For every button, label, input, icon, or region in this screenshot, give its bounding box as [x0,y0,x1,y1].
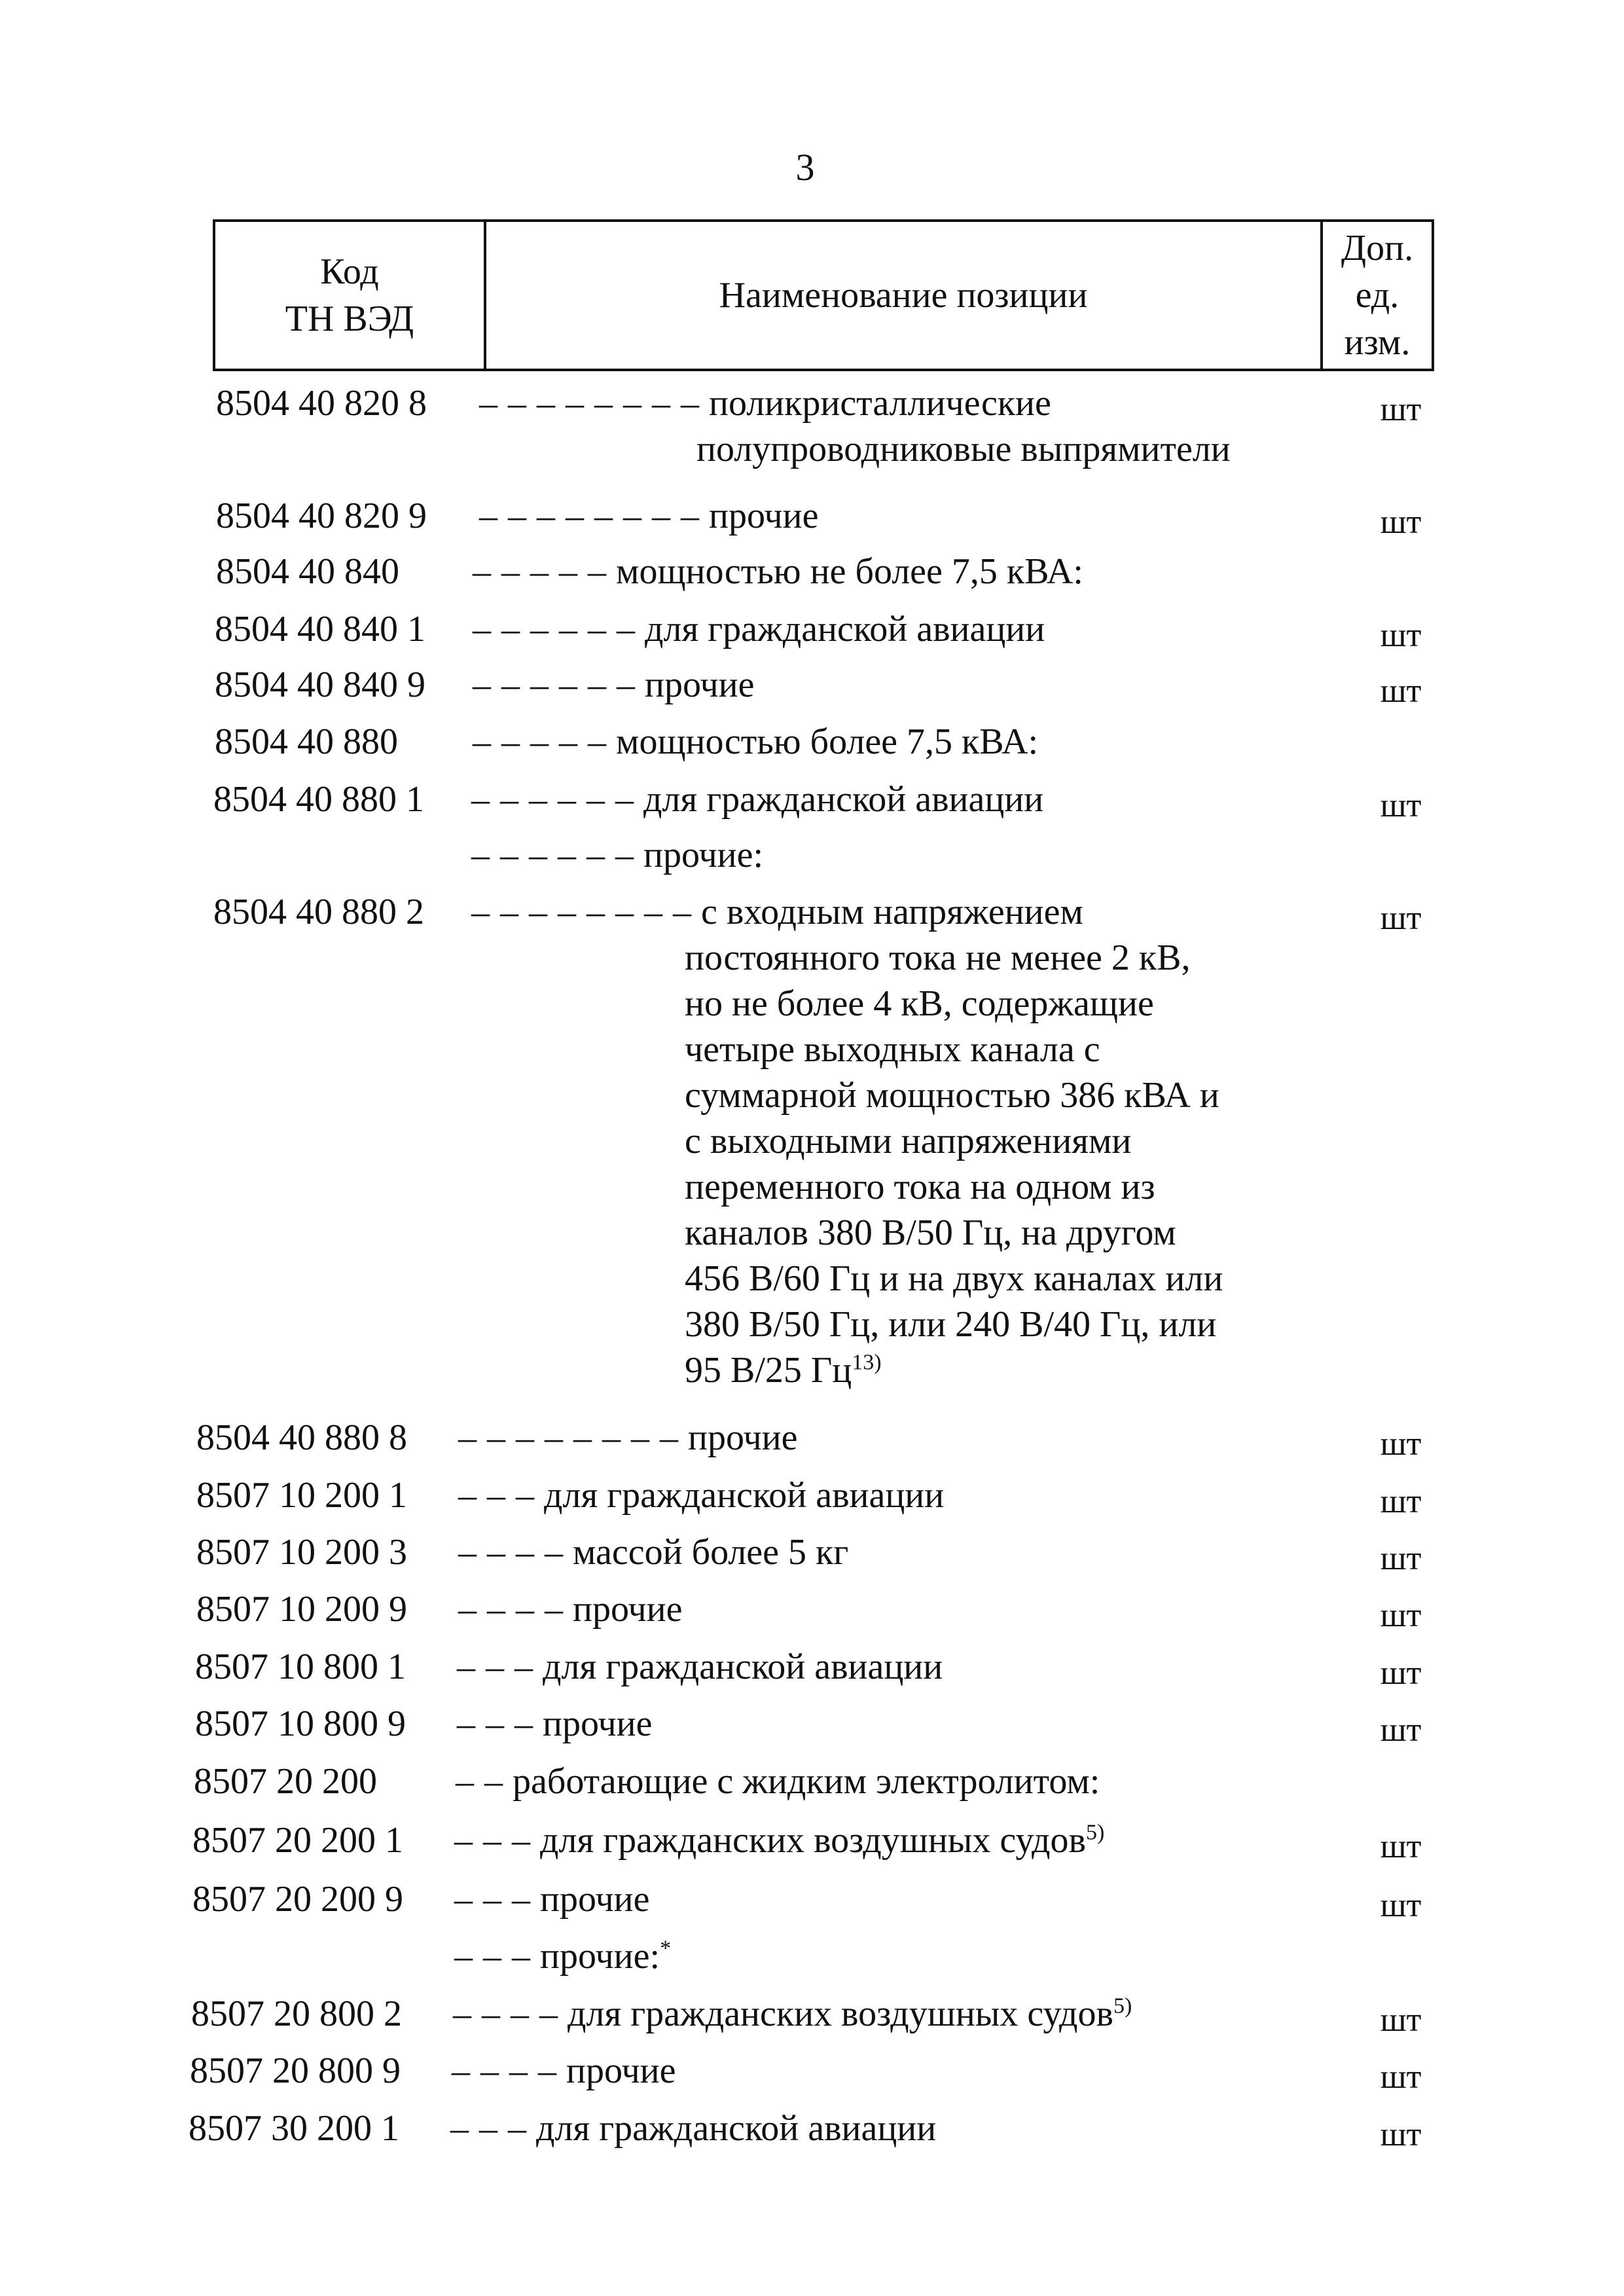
row-text: мощностью не более 7,5 кВА: [616,551,1083,592]
row-text: прочие [645,665,755,705]
row-unit: шт [1380,1597,1422,1634]
footnote-marker: 5) [1085,1820,1105,1845]
row-text: мощностью более 7,5 кВА: [616,721,1039,762]
row-text: с входным напряжением [701,892,1083,932]
row-unit: шт [1380,1711,1422,1749]
row-description-continuation [685,1118,1131,1165]
row-description [471,831,1335,879]
continuation-text: 380 В/50 Гц, или 240 В/40 Гц, или [685,1304,1217,1345]
row-code: 8507 20 200 9 [192,1879,403,1920]
row-code: 8507 20 200 1 [192,1820,403,1861]
row-unit: шт [1380,1540,1422,1577]
table-row [0,2047,1624,2100]
row-description [473,661,1337,708]
table-row [0,1933,1624,1985]
row-unit: шт [1380,503,1422,541]
row-dashes: – – – [454,1879,531,1920]
row-description-continuation [685,1163,1155,1211]
row-unit: шт [1380,1483,1422,1520]
continuation-text: каналов 380 В/50 Гц, на другом [685,1212,1176,1253]
row-text: для гражданской авиации [544,1475,945,1516]
row-description [454,1817,1318,1864]
header-unit-cell [1323,222,1432,369]
row-description-continuation [685,1209,1176,1256]
table-row [0,661,1624,714]
row-code: 8504 40 880 1 [213,779,424,820]
row-description-continuation [685,1072,1219,1119]
table-row [0,1817,1624,1869]
row-dashes: – – – – [458,1532,564,1573]
header-unit-label: Доп. ед. изм. [1341,228,1414,363]
row-dashes: – – – – [453,1994,558,2034]
row-unit: шт [1380,2116,1422,2153]
row-text: прочие [709,496,819,536]
row-dashes: – – – – – – [473,665,636,705]
row-code: 8507 20 800 2 [191,1994,402,2034]
row-description [473,548,1337,595]
continuation-text: с выходными напряжениями [685,1121,1132,1161]
row-text: для гражданской авиации [536,2108,937,2149]
row-code: 8507 20 800 9 [190,2050,401,2091]
row-dashes: – – – – – – – – [479,496,700,536]
row-description [458,1472,1322,1519]
continuation-text: 456 В/60 Гц и на двух каналах или [685,1258,1223,1299]
continuation-text: переменного тока на одном из [685,1167,1155,1207]
row-text: массой более 5 кг [573,1532,849,1573]
row-unit: шт [1380,2001,1422,2039]
row-code: 8504 40 820 9 [216,496,427,536]
row-description-continuation [685,1255,1223,1302]
row-dashes: – – – [454,1820,531,1861]
row-dashes: – – – [457,1647,533,1687]
row-dashes: – – [456,1761,503,1802]
row-text: прочие: [643,835,764,875]
row-unit: шт [1380,391,1422,428]
row-description-continuation [685,1347,882,1394]
row-dashes: – – – – – – [473,609,636,649]
continuation-text: постоянного тока не менее 2 кВ, [685,938,1191,978]
header-code-cell [215,222,486,369]
table-row [0,831,1624,884]
row-code: 8507 10 200 9 [196,1589,407,1630]
row-unit: шт [1380,1654,1422,1692]
continuation-text: суммарной мощностью 386 кВА и [685,1075,1219,1116]
row-description-continuation [685,934,1190,981]
row-dashes: – – – – – – [471,779,634,820]
row-dashes: – – – [457,1704,533,1744]
row-dashes: – – – [454,1936,531,1977]
row-text: для гражданской авиации [643,779,1044,820]
row-description [454,1876,1318,1923]
row-text: прочие [540,1879,650,1920]
row-description [479,380,1343,427]
row-description [471,776,1335,823]
row-text: для гражданских воздушных судов [568,1994,1113,2034]
row-description-continuation [685,1026,1100,1073]
table-row [0,1586,1624,1638]
row-text: прочие [688,1417,798,1458]
row-code: 8507 10 800 9 [195,1704,406,1744]
row-unit: шт [1380,617,1422,654]
table-row [0,718,1624,771]
row-description [454,1933,1318,1980]
row-code: 8507 10 200 3 [196,1532,407,1573]
row-description [453,1990,1317,2037]
row-unit: шт [1380,672,1422,710]
row-text: прочие: [540,1936,660,1977]
table-row [0,776,1624,828]
row-code: 8507 10 200 1 [196,1475,407,1516]
table-row [0,1414,1624,1467]
row-code: 8504 40 840 9 [215,665,425,705]
row-description [471,888,1335,936]
row-description-continuation [685,980,1154,1027]
row-description [473,718,1337,765]
footnote-marker: 13) [852,1350,882,1375]
table-row [0,1990,1624,2043]
row-dashes: – – – – – – [471,835,634,875]
table-row [0,606,1624,658]
table-row [0,1700,1624,1753]
row-dashes: – – – – – – – – [458,1417,679,1458]
row-description [458,1586,1322,1633]
row-dashes: – – – – – – – – [479,383,700,424]
continuation-text: но не более 4 кВ, содержащие [685,983,1154,1024]
row-text: прочие [573,1589,683,1630]
footnote-marker: * [660,1936,672,1961]
row-text: для гражданской авиации [543,1647,943,1687]
header-code-label: Код ТН ВЭД [285,251,414,339]
table-row [0,492,1624,545]
continuation-text: 95 В/25 Гц [685,1350,852,1391]
row-dashes: – – – [458,1475,535,1516]
header-name-cell [486,222,1323,369]
row-code: 8504 40 840 [216,551,399,592]
row-text: для гражданской авиации [645,609,1045,649]
table-row [0,380,1624,432]
row-text: поликристаллические [709,383,1051,424]
footnote-marker: 5) [1113,1994,1132,2018]
row-unit: шт [1380,900,1422,937]
row-description [450,2105,1314,2152]
row-unit: шт [1380,2058,1422,2096]
table-row [0,1529,1624,1581]
row-description [479,492,1343,539]
table-row [0,888,1624,941]
row-description [456,1758,1320,1805]
table-row [0,1643,1624,1696]
row-dashes: – – – – – [473,721,607,762]
row-description [452,2047,1316,2094]
table-row [0,2105,1624,2157]
continuation-text: четыре выходных канала с [685,1029,1100,1070]
table-row [0,548,1624,600]
row-description [473,606,1337,653]
row-code: 8504 40 880 2 [213,892,424,932]
row-description [457,1700,1321,1747]
row-text: прочие [543,1704,653,1744]
header-name-label: Наименование позиции [719,275,1088,316]
row-dashes: – – – – [452,2050,557,2091]
row-code: 8507 10 800 1 [195,1647,406,1687]
row-description [458,1529,1322,1576]
row-text: для гражданских воздушных судов [540,1820,1086,1861]
row-code: 8507 30 200 1 [189,2108,399,2149]
row-dashes: – – – – [458,1589,564,1630]
page-number: 3 [795,146,815,189]
row-description [458,1414,1322,1461]
table-row [0,1876,1624,1928]
continuation-text: полупроводниковые выпрямители [696,429,1231,469]
row-code: 8504 40 880 [215,721,398,762]
row-code: 8504 40 880 8 [196,1417,407,1458]
row-text: работающие с жидким электролитом: [513,1761,1100,1802]
row-unit: шт [1380,1425,1422,1463]
row-description-continuation [696,426,1231,473]
row-text: прочие [566,2050,676,2091]
row-dashes: – – – [450,2108,527,2149]
table-row [0,1472,1624,1524]
row-unit: шт [1380,1887,1422,1924]
row-dashes: – – – – – – – – [471,892,692,932]
row-code: 8504 40 820 8 [216,383,427,424]
table-row [0,1758,1624,1810]
row-unit: шт [1380,787,1422,824]
row-code: 8507 20 200 [194,1761,377,1802]
table-header [213,219,1434,371]
row-description [457,1643,1321,1690]
row-code: 8504 40 840 1 [215,609,425,649]
row-description-continuation [685,1301,1216,1348]
row-unit: шт [1380,1828,1422,1865]
row-dashes: – – – – – [473,551,607,592]
